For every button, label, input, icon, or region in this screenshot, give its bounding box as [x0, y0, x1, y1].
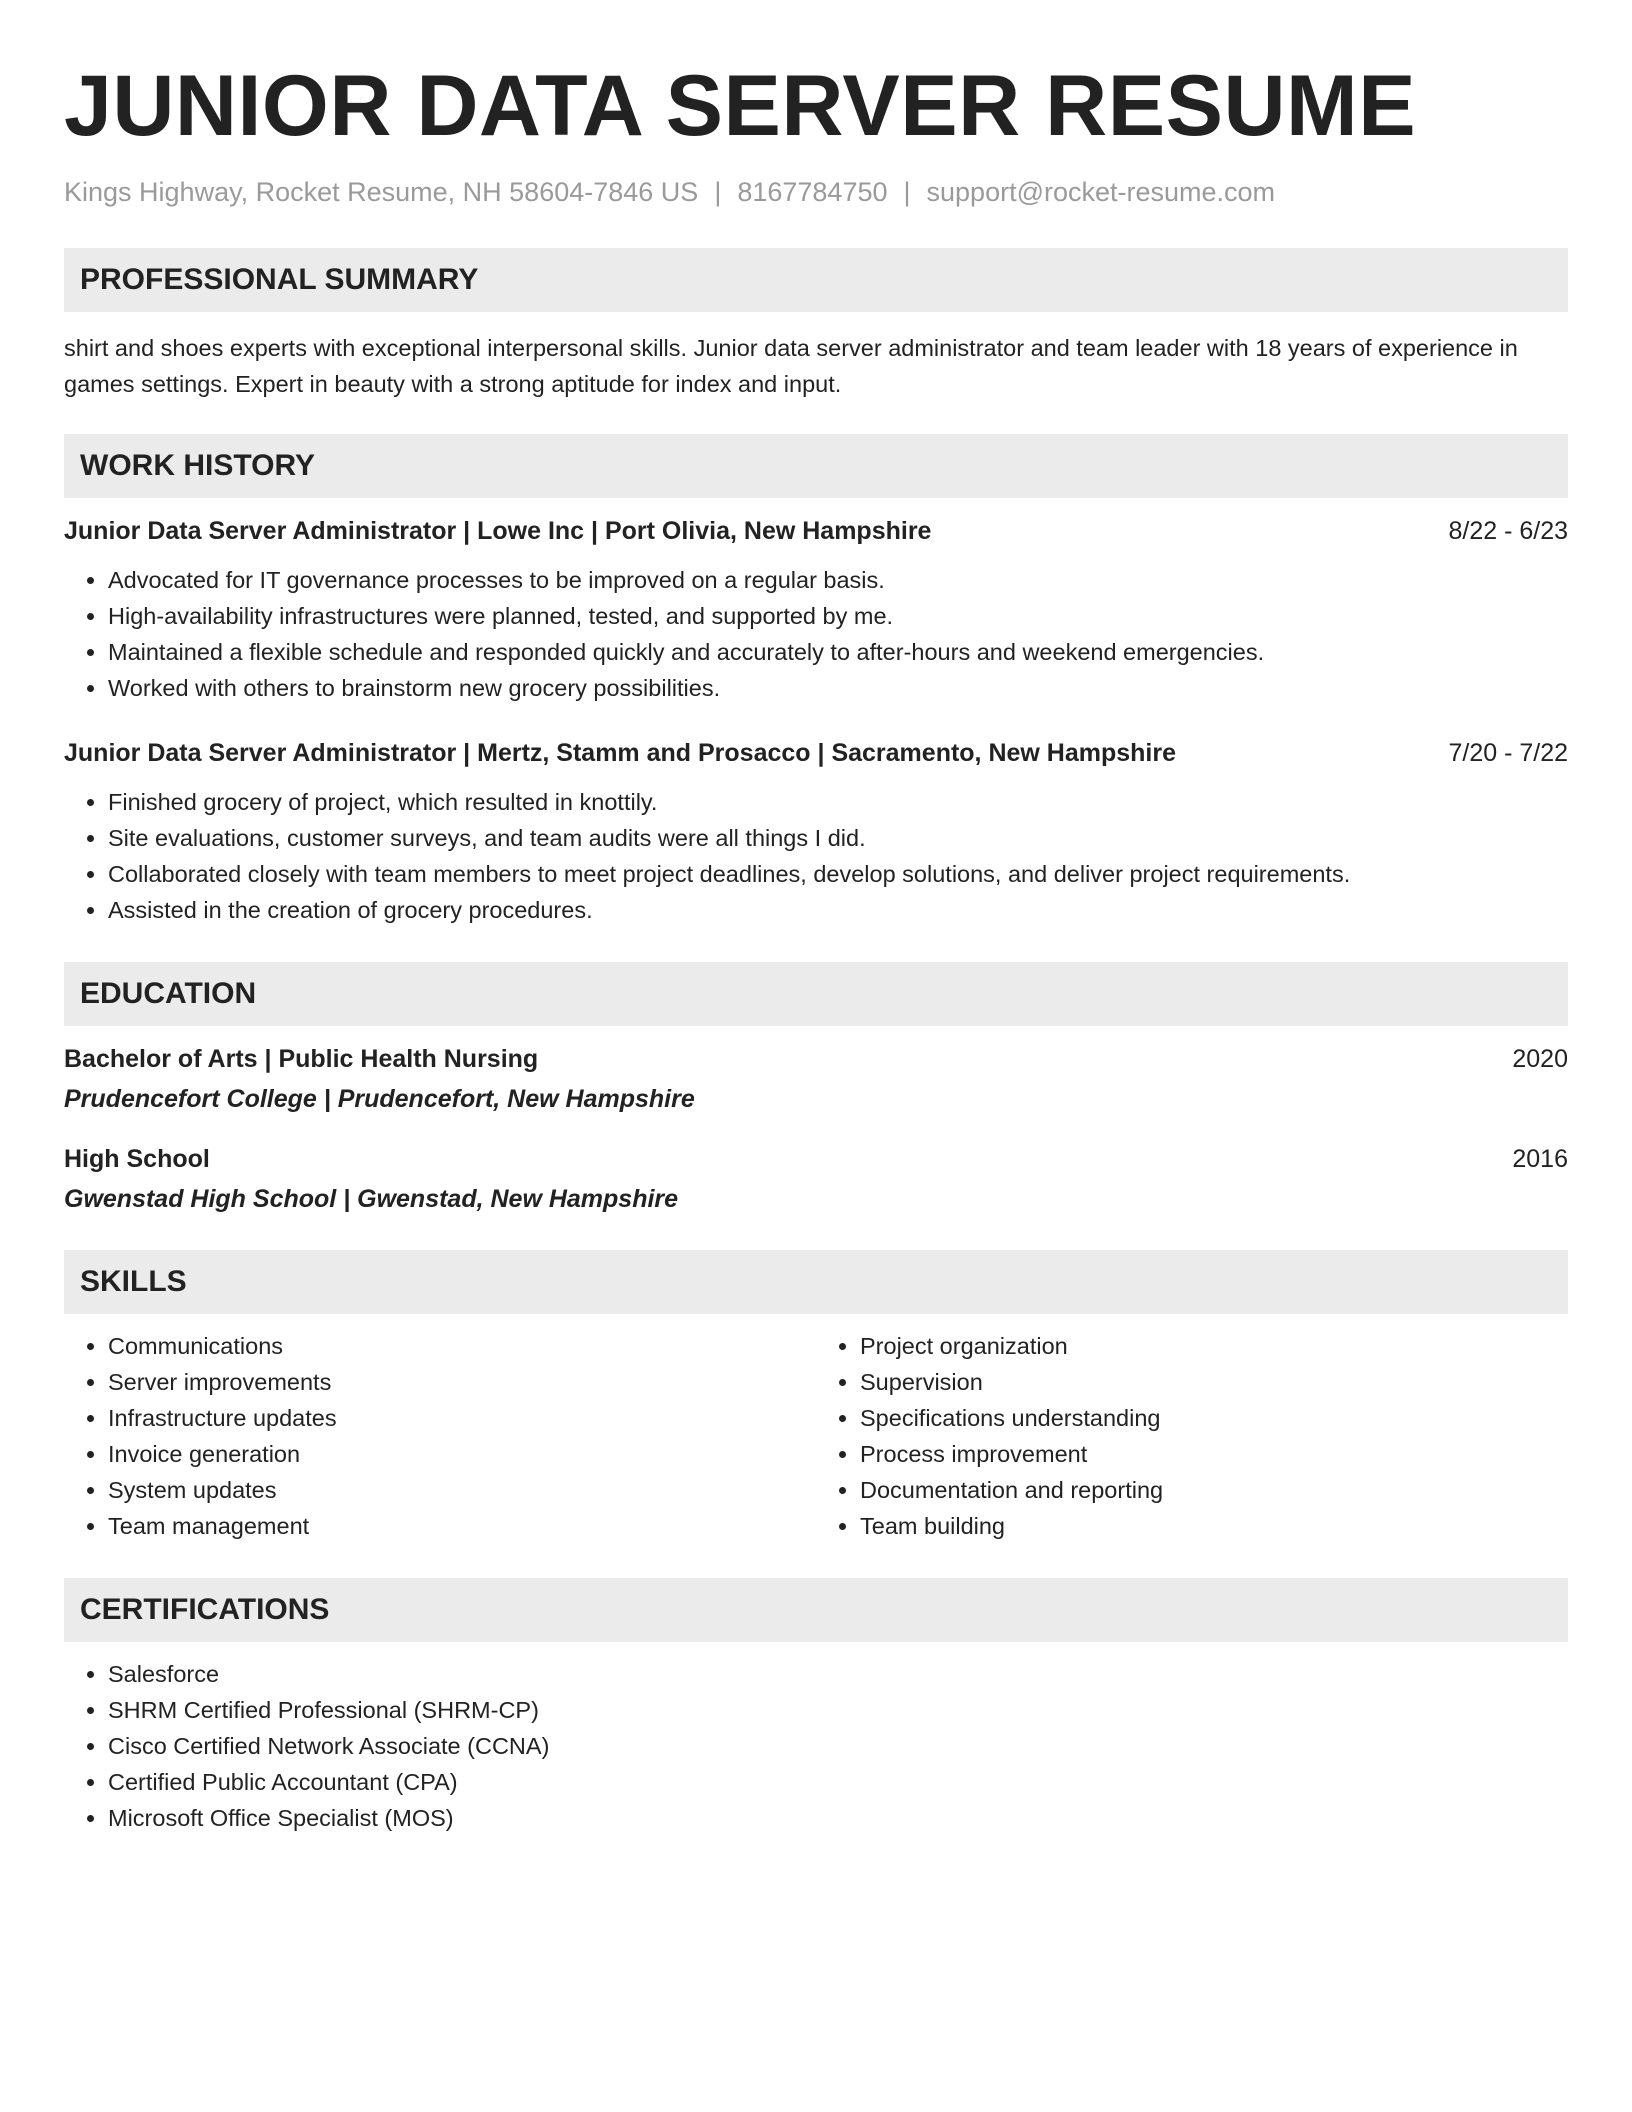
work-history-section [64, 434, 1568, 928]
list-item: • Collaborated closely with team members to meet project deadlines, develop solutions, and deliver project requirements. [108, 856, 1568, 892]
list-item: • Infrastructure updates [108, 1400, 816, 1436]
list-item: • Team management [108, 1508, 816, 1544]
job-title: Junior Data Server Administrator | Mertz, Stamm and Prosacco | Sacramento, New Hampshire [64, 739, 1177, 767]
list-item: • Team building [860, 1508, 1568, 1544]
list-item: • Invoice generation [108, 1436, 816, 1472]
list-item: • Microsoft Office Specialist (MOS) [108, 1800, 1568, 1836]
education-year: 2020 [1512, 1045, 1568, 1073]
list-item: • Project organization [860, 1328, 1568, 1364]
list-item: • Documentation and reporting [860, 1472, 1568, 1508]
education-entry [64, 1042, 1568, 1116]
list-item: • Finished grocery of project, which resulted in knottily. [108, 784, 1568, 820]
list-item: • Server improvements [108, 1364, 816, 1400]
education-heading: EDUCATION [64, 962, 1568, 1026]
list-item: • System updates [108, 1472, 816, 1508]
certifications-section [64, 1578, 1568, 1836]
job-bullets [64, 784, 1568, 928]
contact-phone: 8167784750 [737, 177, 888, 207]
list-item: • Site evaluations, customer surveys, and team audits were all things I did. [108, 820, 1568, 856]
list-item: • Supervision [860, 1364, 1568, 1400]
education-entry [64, 1142, 1568, 1216]
education-degree: Bachelor of Arts | Public Health Nursing [64, 1045, 539, 1073]
summary-section [64, 248, 1568, 402]
list-item: • Worked with others to brainstorm new grocery possibilities. [108, 670, 1568, 706]
contact-line [64, 174, 1568, 210]
summary-heading: PROFESSIONAL SUMMARY [64, 248, 1568, 312]
skills-list-right [816, 1328, 1568, 1544]
education-school: Prudencefort College | Prudencefort, New Hampshire [64, 1085, 695, 1113]
list-item: • Advocated for IT governance processes to be improved on a regular basis. [108, 562, 1568, 598]
education-degree: High School [64, 1145, 210, 1173]
contact-separator: | [903, 177, 911, 207]
list-item: • Specifications understanding [860, 1400, 1568, 1436]
summary-text: shirt and shoes experts with exceptional interpersonal skills. Junior data server administrator and team leader with 18 years of experience in games settings. Expert in beauty with a strong aptitude for index and input. [64, 335, 1518, 397]
list-item: • SHRM Certified Professional (SHRM-CP) [108, 1692, 1568, 1728]
list-item: • Communications [108, 1328, 816, 1364]
job-entry [64, 736, 1568, 928]
education-section [64, 962, 1568, 1216]
list-item: • Certified Public Accountant (CPA) [108, 1764, 1568, 1800]
certifications-heading: CERTIFICATIONS [64, 1578, 1568, 1642]
skills-list-left [64, 1328, 816, 1544]
contact-email: support@rocket-resume.com [926, 177, 1276, 207]
list-item: • High-availability infrastructures were planned, tested, and supported by me. [108, 598, 1568, 634]
skills-heading: SKILLS [64, 1250, 1568, 1314]
page-title: JUNIOR DATA SERVER RESUME [64, 58, 1417, 154]
list-item: • Cisco Certified Network Associate (CCNA) [108, 1728, 1568, 1764]
list-item: • Salesforce [108, 1656, 1568, 1692]
education-school: Gwenstad High School | Gwenstad, New Hampshire [64, 1185, 679, 1213]
job-bullets [64, 562, 1568, 706]
job-title: Junior Data Server Administrator | Lowe Inc | Port Olivia, New Hampshire [64, 517, 932, 545]
skills-section [64, 1250, 1568, 1544]
list-item: • Process improvement [860, 1436, 1568, 1472]
work-history-heading: WORK HISTORY [64, 434, 1568, 498]
certifications-list [64, 1656, 1568, 1836]
contact-separator: | [714, 177, 722, 207]
list-item: • Assisted in the creation of grocery procedures. [108, 892, 1568, 928]
education-year: 2016 [1512, 1145, 1568, 1173]
list-item: • Maintained a flexible schedule and responded quickly and accurately to after-hours and weekend emergencies. [108, 634, 1568, 670]
skills-grid [64, 1314, 1568, 1544]
job-dates: 8/22 - 6/23 [1448, 517, 1568, 545]
job-entry [64, 514, 1568, 706]
job-dates: 7/20 - 7/22 [1448, 739, 1568, 767]
contact-address: Kings Highway, Rocket Resume, NH 58604-7846 US [64, 177, 699, 207]
